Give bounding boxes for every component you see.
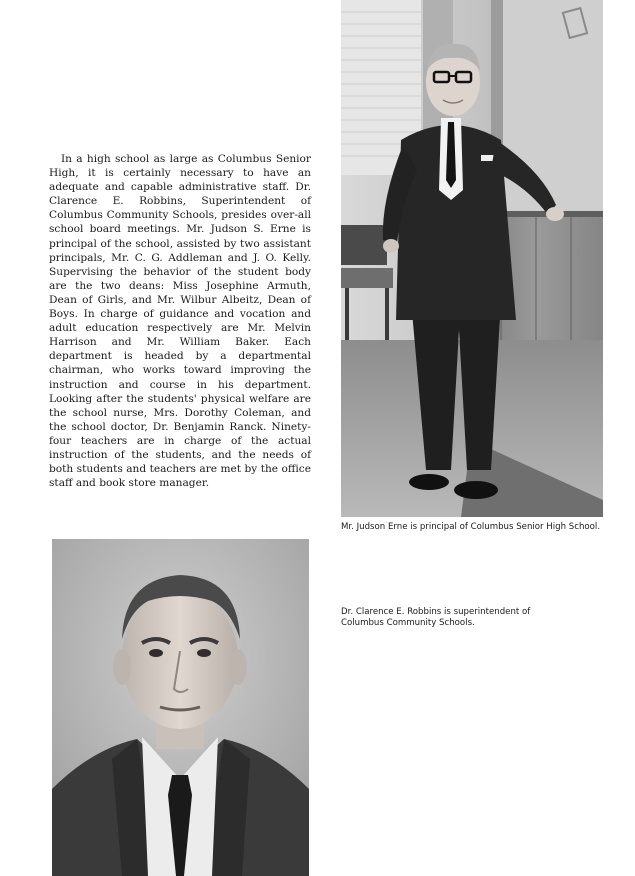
principal-caption: Mr. Judson Erne is principal of Columbus Senior High School.	[341, 522, 601, 532]
article-body: In a high school as large as Columbus Senior High, it is certainly necessary to have an adequate and capable administrative staff. Dr. Clarence E. Robbins, Superintendent of Columbus Community Schools, presides over-all school board meetings. Mr. Judson S. Erne is principal of the school, assisted by two assistant principals, Mr. C. G. Addleman and J. O. Kelly. Supervising the behavior of the student body are the two deans: Miss Josephine Armuth, Dean of Girls, and Mr. Wilbur Albeitz, Dean of Boys. In charge of guidance and vocation and adult education respectively are Mr. Melvin Harrison and Mr. William Baker. Each department is headed by a departmental chairman, who works toward improving the instruction and course in his department. Looking after the students' physical welfare are the school nurse, Mrs. Dorothy Coleman, and the school doctor, Dr. Benjamin Ranck. Ninety-four teachers are in charge of the actual instruction of the students, and the needs of both students and teachers are met by the office staff and book store manager.	[49, 153, 311, 490]
principal-photo-image	[341, 0, 603, 517]
superintendent-photo	[52, 539, 309, 876]
superintendent-photo-image	[52, 539, 309, 876]
principal-photo	[341, 0, 603, 517]
superintendent-caption: Dr. Clarence E. Robbins is superintendent of Columbus Community Schools.	[341, 607, 531, 628]
